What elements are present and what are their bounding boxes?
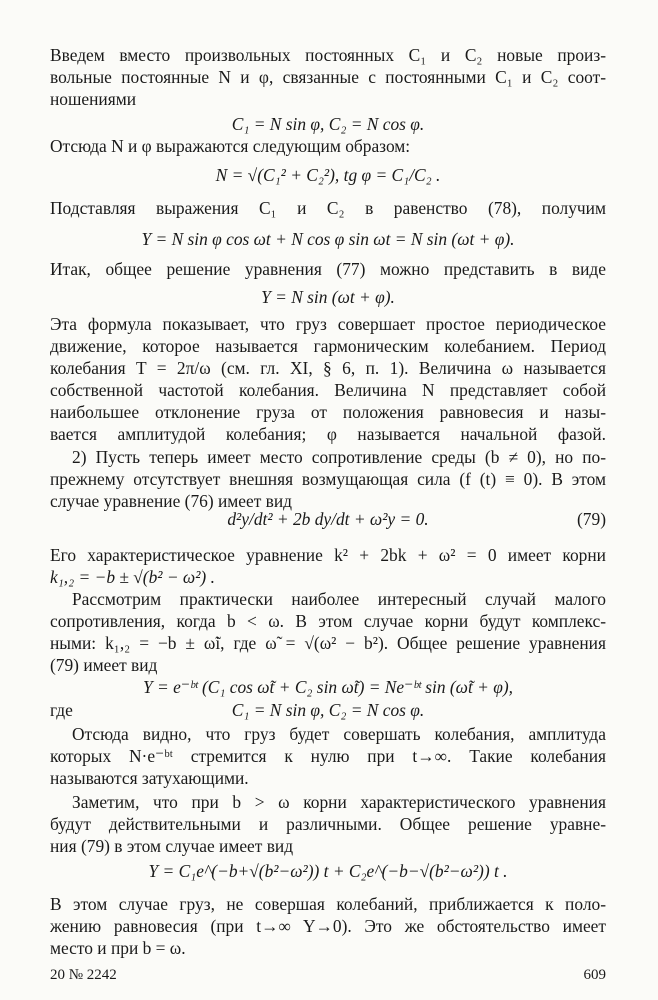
text-line: Рассмотрим практически наиболее интересный случай малого: [72, 589, 606, 609]
text-line: называются затухающими.: [50, 768, 249, 788]
text-line: жению равновесия (при t→∞ Y→0). Это же обстоятельство имеет: [50, 916, 606, 936]
text-line: место и при b = ω.: [50, 938, 186, 958]
text-line: колебания T = 2π/ω (см. гл. XI, § 6, п. 1). Величина ω называется: [50, 358, 606, 378]
text-line: В этом случае груз, не совершая колебаний, приближается к поло-: [50, 894, 606, 914]
text-line: прежнему отсутствует внешняя возмущающая сила (f (t) ≡ 0). В этом: [50, 469, 606, 489]
signature-mark: 20 № 2242: [50, 967, 117, 983]
text-line: вается амплитудой колебания; φ называется начальной фазой.: [50, 424, 606, 444]
page-number: 609: [583, 967, 606, 983]
text-line: ными: k₁,₂ = −b ± ω̃i, где ω̃ = √(ω² − b²). Общее решение уравнения: [50, 633, 606, 653]
text-line: Его характеристическое уравнение k² + 2bk + ω² = 0 имеет корни: [50, 545, 606, 565]
text-line: сопротивления, когда b < ω. В этом случае корни будут комплекс-: [50, 611, 606, 631]
equation: N = √(C₁² + C₂²), tg φ = C₁/C₂ .: [215, 165, 441, 185]
equation: C₁ = N sin φ, C₂ = N cos φ.: [231, 114, 425, 134]
text-line: ния (79) в этом случае имеет вид: [50, 836, 294, 856]
text-line: Отсюда видно, что груз будет совершать колебания, амплитуда: [72, 724, 606, 744]
text-line: будут действительными и различными. Общее решение уравне-: [50, 814, 606, 834]
text-line: наибольшее отклонение груза от положения равновесия и назы-: [50, 402, 606, 422]
equation: Y = C₁e^(−b+√(b²−ω²)) t + C₂e^(−b−√(b²−ω²)) t .: [148, 861, 508, 881]
equation: C₁ = N sin φ, C₂ = N cos φ.: [231, 700, 425, 720]
text-line: Введем вместо произвольных постоянных C₁ и C₂ новые произ-: [50, 45, 606, 65]
text-line: движение, которое называется гармоническим колебанием. Период: [50, 336, 606, 356]
equation-number: (79): [577, 509, 606, 529]
equation: Y = N sin φ cos ωt + N cos φ sin ωt = N sin (ωt + φ).: [141, 229, 515, 249]
text-line: собственной частотой колебания. Величина N представляет собой: [50, 380, 606, 400]
text-line: вольные постоянные N и φ, связанные с постоянными C₁ и C₂ соот-: [50, 67, 606, 87]
text-line: Отсюда N и φ выражаются следующим образом:: [50, 136, 411, 156]
text-line: Итак, общее решение уравнения (77) можно представить в виде: [50, 259, 606, 279]
text-line: Заметим, что при b > ω корни характеристического уравнения: [72, 792, 606, 812]
text-line: ношениями: [50, 89, 137, 109]
text-line: (79) имеет вид: [50, 655, 158, 675]
text-line: которых N·e⁻ᵇᵗ стремится к нулю при t→∞. Такие колебания: [50, 746, 606, 766]
equation: Y = e⁻ᵇᵗ (C₁ cos ω̃t + C₂ sin ω̃t) = Ne⁻ᵇᵗ sin (ω̃t + φ),: [143, 677, 513, 697]
text-line: где: [50, 700, 73, 720]
text-line: Подставляя выражения C₁ и C₂ в равенство (78), получим: [50, 198, 606, 218]
text-line: случае уравнение (76) имеет вид: [50, 491, 293, 511]
text-line: k₁,₂ = −b ± √(b² − ω²) .: [50, 567, 215, 587]
text-line: 2) Пусть теперь имеет место сопротивление среды (b ≠ 0), но по-: [72, 447, 606, 467]
equation: d²y/dt² + 2b dy/dt + ω²y = 0.: [227, 509, 429, 529]
text-line: Эта формула показывает, что груз совершает простое периодическое: [50, 314, 606, 334]
equation: Y = N sin (ωt + φ).: [261, 287, 395, 307]
